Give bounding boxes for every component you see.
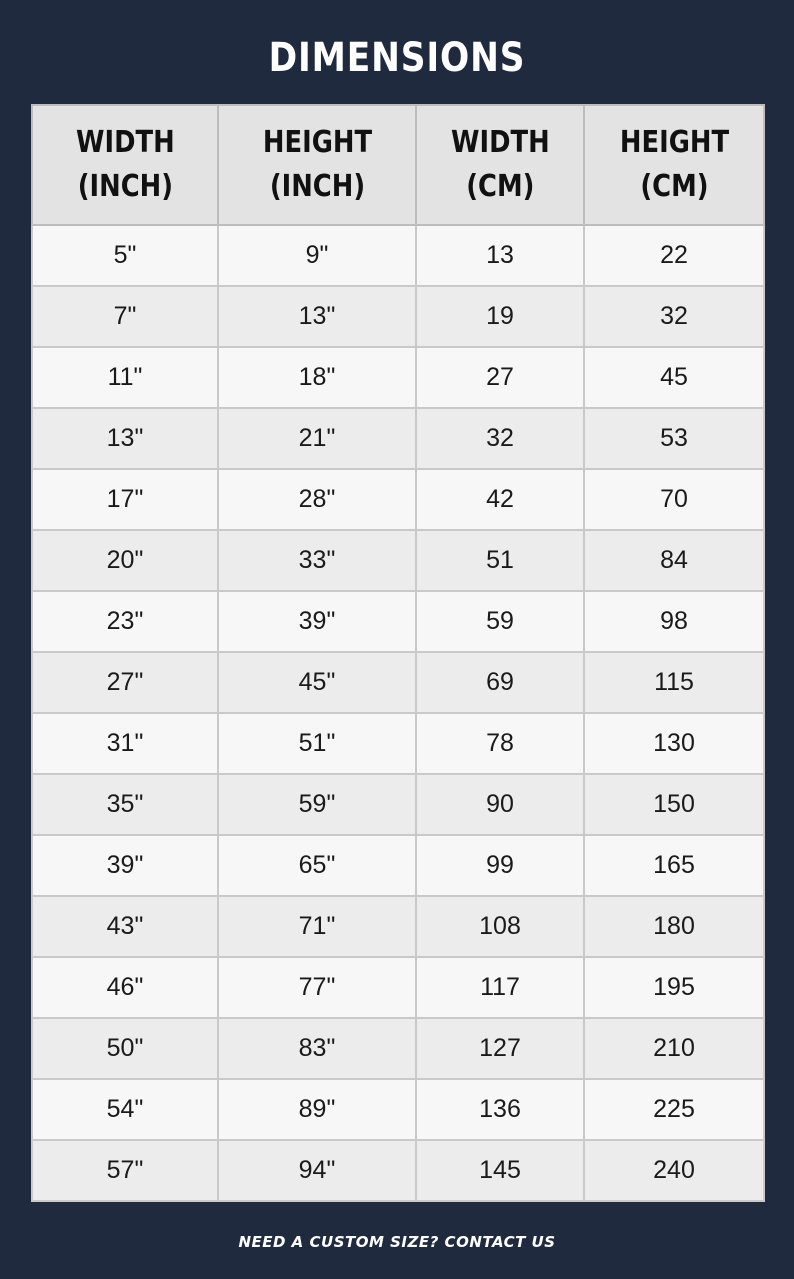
table-row	[32, 225, 764, 286]
cell-width-cm: 145	[416, 1140, 584, 1201]
cell-width-inch: 31"	[32, 713, 218, 774]
table-row	[32, 1018, 764, 1079]
table-row	[32, 591, 764, 652]
cell-height-cm: 150	[584, 774, 764, 835]
cell-width-inch: 54"	[32, 1079, 218, 1140]
cell-width-cm: 59	[416, 591, 584, 652]
cell-height-cm: 130	[584, 713, 764, 774]
cell-width-inch: 46"	[32, 957, 218, 1018]
page-title: DIMENSIONS	[268, 35, 526, 81]
cell-width-inch: 5"	[32, 225, 218, 286]
cell-height-inch: 59"	[218, 774, 416, 835]
cell-width-inch: 23"	[32, 591, 218, 652]
table-row	[32, 652, 764, 713]
cell-height-cm: 210	[584, 1018, 764, 1079]
header-label-unit: (INCH)	[269, 169, 365, 204]
cell-height-cm: 225	[584, 1079, 764, 1140]
cell-width-inch: 39"	[32, 835, 218, 896]
cell-width-inch: 50"	[32, 1018, 218, 1079]
header-row	[32, 105, 764, 225]
cell-width-inch: 57"	[32, 1140, 218, 1201]
table-row	[32, 1140, 764, 1201]
cell-width-cm: 99	[416, 835, 584, 896]
cell-height-inch: 71"	[218, 896, 416, 957]
cell-width-cm: 117	[416, 957, 584, 1018]
cell-height-cm: 195	[584, 957, 764, 1018]
header-width-cm	[416, 105, 584, 225]
table-row	[32, 408, 764, 469]
header-label-unit: (INCH)	[77, 169, 173, 204]
cell-height-inch: 89"	[218, 1079, 416, 1140]
header-label-top: HEIGHT	[619, 125, 729, 160]
custom-size-contact-link[interactable]: NEED A CUSTOM SIZE? CONTACT US	[238, 1233, 556, 1251]
cell-height-cm: 45	[584, 347, 764, 408]
cell-height-cm: 70	[584, 469, 764, 530]
cell-width-inch: 13"	[32, 408, 218, 469]
cell-height-inch: 39"	[218, 591, 416, 652]
cell-width-inch: 7"	[32, 286, 218, 347]
header-label-top: HEIGHT	[262, 125, 372, 160]
table-row	[32, 1079, 764, 1140]
cell-width-cm: 127	[416, 1018, 584, 1079]
cell-height-cm: 53	[584, 408, 764, 469]
cell-height-inch: 21"	[218, 408, 416, 469]
header-height-inch	[218, 105, 416, 225]
header-height-cm	[584, 105, 764, 225]
table-row	[32, 286, 764, 347]
cell-width-inch: 35"	[32, 774, 218, 835]
table-row	[32, 713, 764, 774]
cell-height-inch: 83"	[218, 1018, 416, 1079]
cell-width-cm: 27	[416, 347, 584, 408]
cell-width-cm: 136	[416, 1079, 584, 1140]
cell-width-cm: 13	[416, 225, 584, 286]
cell-height-inch: 13"	[218, 286, 416, 347]
table-row	[32, 530, 764, 591]
cell-height-inch: 94"	[218, 1140, 416, 1201]
cell-height-inch: 51"	[218, 713, 416, 774]
table-row	[32, 896, 764, 957]
cell-height-cm: 165	[584, 835, 764, 896]
cell-height-cm: 180	[584, 896, 764, 957]
cell-height-inch: 18"	[218, 347, 416, 408]
cell-height-inch: 65"	[218, 835, 416, 896]
cell-height-inch: 33"	[218, 530, 416, 591]
cell-width-cm: 19	[416, 286, 584, 347]
dimensions-table	[31, 104, 765, 1202]
cell-height-inch: 77"	[218, 957, 416, 1018]
cell-width-cm: 69	[416, 652, 584, 713]
cell-width-cm: 32	[416, 408, 584, 469]
cell-height-inch: 45"	[218, 652, 416, 713]
cell-height-inch: 9"	[218, 225, 416, 286]
table-row	[32, 347, 764, 408]
header-label-unit: (CM)	[639, 169, 709, 204]
cell-width-inch: 20"	[32, 530, 218, 591]
cell-height-cm: 240	[584, 1140, 764, 1201]
cell-width-cm: 42	[416, 469, 584, 530]
cell-height-inch: 28"	[218, 469, 416, 530]
cell-height-cm: 84	[584, 530, 764, 591]
cell-width-cm: 90	[416, 774, 584, 835]
table-body	[32, 225, 764, 1201]
cell-height-cm: 98	[584, 591, 764, 652]
header-label-top: WIDTH	[75, 125, 175, 160]
cell-height-cm: 32	[584, 286, 764, 347]
cell-width-cm: 51	[416, 530, 584, 591]
cell-width-inch: 27"	[32, 652, 218, 713]
cell-height-cm: 115	[584, 652, 764, 713]
header-label-unit: (CM)	[465, 169, 535, 204]
header-width-inch	[32, 105, 218, 225]
cell-width-inch: 43"	[32, 896, 218, 957]
cell-width-cm: 78	[416, 713, 584, 774]
cell-height-cm: 22	[584, 225, 764, 286]
table-row	[32, 957, 764, 1018]
cell-width-inch: 17"	[32, 469, 218, 530]
header-label-top: WIDTH	[450, 125, 550, 160]
table-row	[32, 469, 764, 530]
table-row	[32, 835, 764, 896]
cell-width-inch: 11"	[32, 347, 218, 408]
table-row	[32, 774, 764, 835]
cell-width-cm: 108	[416, 896, 584, 957]
table-header	[32, 105, 764, 225]
